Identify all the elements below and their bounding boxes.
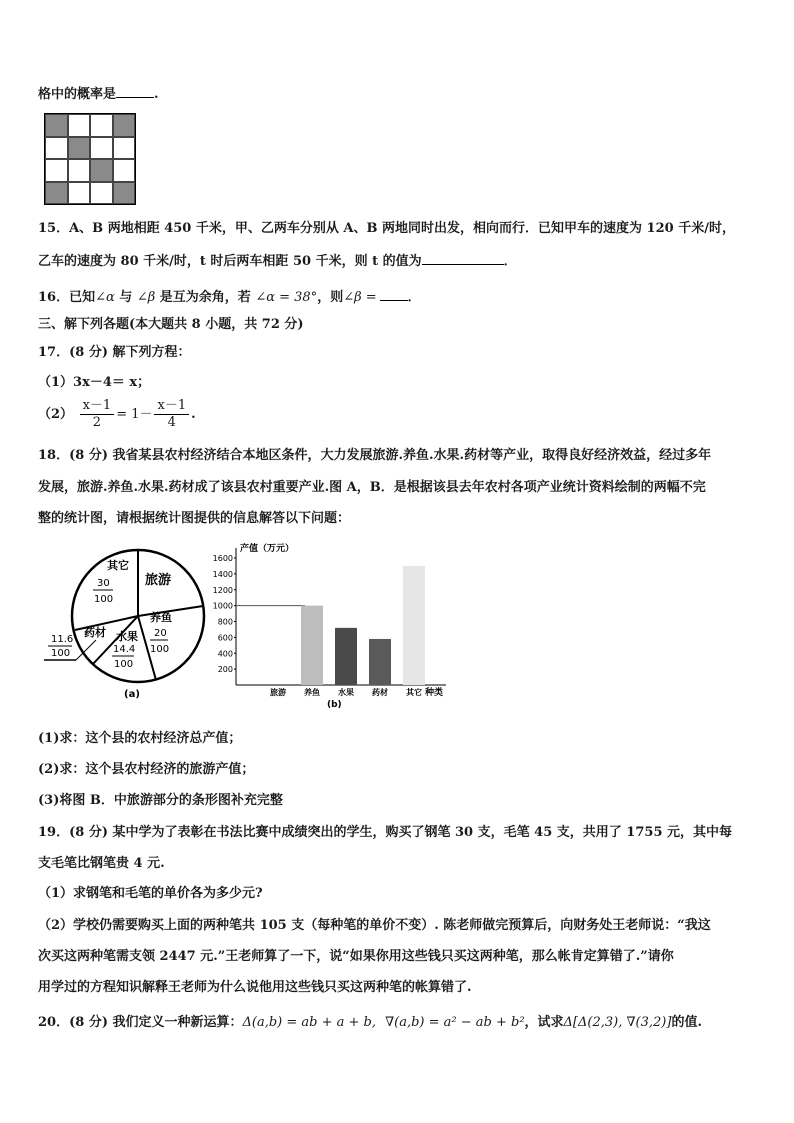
q20-end: 的值.: [671, 1015, 702, 1030]
bar-3: [369, 639, 391, 685]
q15-line2-text: 乙车的速度为 80 千米/时，t 时后两车相距 50 千米，则 t 的值为: [38, 254, 422, 269]
bar-4: [403, 566, 425, 685]
bar-y-tick-label: 200: [217, 665, 233, 675]
q20-target-expr: Δ[Δ(2,3), ∇(3,2)]: [563, 1015, 672, 1030]
bar-x-axis-label: 种类: [425, 688, 444, 698]
bar-y-tick-label: 1600: [212, 554, 233, 563]
q16-and: 与: [114, 290, 137, 305]
q19-part2-c: 用学过的方程知识解释王老师为什么说他用这些钱只买这两种笔的帐算错了.: [38, 980, 472, 995]
bar-x-tick-label: 水果: [338, 688, 354, 697]
bar-chart: [205, 540, 455, 710]
bar-x-tick-label: 药材: [372, 688, 388, 697]
q17-frac1-denominator: 2: [92, 415, 102, 430]
pie-label-herb: 药材: [84, 626, 106, 639]
pie-label-herb-num: 11.6: [51, 634, 74, 645]
grid-cell-shaded: [45, 114, 68, 137]
grid-cell: [90, 114, 113, 137]
q16-text: 是互为余角，若: [155, 290, 256, 305]
q20-line: [38, 1014, 702, 1032]
q16-end: ．: [407, 290, 421, 305]
grid-cell-shaded: [113, 182, 136, 205]
q16-then: ，则: [317, 290, 344, 305]
q16-target-expr: ∠β =: [343, 290, 377, 305]
q20-nabla-def: ∇(a,b) = a² − ab + b²: [385, 1015, 525, 1030]
pie-label-fish-den: 100: [150, 644, 170, 655]
pie-label-other-den: 100: [94, 594, 114, 605]
pie-chart: [38, 548, 208, 703]
q15-line1: 15．A、B 两地相距 450 千米，甲、乙两车分别从 A、B 两地同时出发，相向而行．已知甲车的速度为 120 千米/时，: [38, 221, 735, 236]
bar-y-tick-label: 800: [217, 617, 233, 627]
q20-delta-def: Δ(a,b) = ab + a + b,: [242, 1015, 376, 1030]
pie-label-other-num: 30: [97, 578, 110, 589]
q20-prefix: 20．(8 分) 我们定义一种新运算：: [38, 1015, 243, 1030]
q17-fraction-1: [80, 398, 115, 431]
q16-given-expr: ∠α = 38°: [255, 290, 318, 305]
pie-label-fruit-num: 14.4: [113, 644, 136, 655]
grid-cell: [68, 159, 91, 182]
bar-x-tick-label: 养鱼: [304, 688, 320, 697]
grid-cell: [45, 159, 68, 182]
q16-line: [38, 286, 421, 307]
bar-1: [301, 606, 323, 685]
pie-label-tourism: 旅游: [145, 573, 172, 588]
q19-part1: （1）求钢笔和毛笔的单价各为多少元?: [38, 886, 263, 901]
q16-angle-beta: ∠β: [136, 290, 156, 305]
pie-label-fruit: 水果: [116, 630, 138, 643]
probability-grid: [44, 113, 136, 205]
q17-fraction-2: [154, 398, 189, 431]
q14-text: 格中的概率是: [38, 87, 117, 102]
grid-cell-shaded: [68, 137, 91, 160]
bar-y-tick-label: 1000: [212, 601, 233, 611]
pie-label-fish-num: 20: [154, 628, 167, 639]
q16-angle-alpha: ∠α: [95, 290, 115, 305]
grid-cell: [113, 137, 136, 160]
q19-part2-a: （2）学校仍需要购买上面的两种笔共 105 支（每种笔的单价不变）. 陈老师做完预算后，向财务处王老师说：“我这: [38, 918, 711, 933]
q17-head: 17．(8 分) 解下列方程：: [38, 345, 191, 360]
q17-frac1-numerator: x－1: [80, 398, 115, 415]
q17-part2: [38, 398, 196, 432]
section3-heading: 三、解下列各题(本大题共 8 小题，共 72 分): [38, 317, 304, 332]
q14-answer-blank[interactable]: [116, 83, 154, 98]
q18-question3: (3)将图 B．中旅游部分的条形图补充完整: [38, 793, 283, 808]
bar-caption: (b): [327, 700, 342, 710]
grid-cell: [68, 182, 91, 205]
pie-caption: (a): [124, 689, 140, 700]
bar-y-axis-label: 产值（万元）: [240, 544, 295, 554]
q19-line2: 支毛笔比钢笔贵 4 元.: [38, 856, 165, 871]
q17-part2-mid: = 1－: [116, 407, 153, 422]
grid-cell-shaded: [90, 159, 113, 182]
q16-answer-blank[interactable]: [380, 286, 408, 301]
grid-cell: [90, 182, 113, 205]
pie-label-herb-den: 100: [51, 648, 71, 659]
q17-part1: （1）3x－4＝ x；: [38, 375, 151, 390]
grid-cell: [113, 159, 136, 182]
q15-end: ．: [503, 254, 517, 269]
bar-x-tick-label: 旅游: [270, 688, 286, 697]
q19-part2-b: 次买这两种笔需支领 2447 元.”王老师算了一下，说“如果你用这些钱只买这两种笔，那么帐肯定算错了.”请你: [38, 949, 674, 964]
bar-y-tick-label: 1200: [212, 585, 233, 595]
bar-y-tick-label: 600: [217, 633, 233, 643]
grid-cell-shaded: [45, 182, 68, 205]
pie-label-fruit-den: 100: [114, 659, 134, 670]
q14-end: .: [154, 87, 159, 102]
bar-y-tick-label: 1400: [212, 569, 233, 579]
q15-line2: [38, 250, 517, 271]
q14-tail: [38, 83, 159, 104]
bar-x-tick-label: 其它: [406, 688, 422, 697]
q15-answer-blank[interactable]: [422, 250, 504, 265]
q20-mid: ，试求: [524, 1015, 564, 1030]
q18-line1: 18．(8 分) 我省某县农村经济结合本地区条件，大力发展旅游.养鱼.水果.药材等产业，取得良好经济效益，经过多年: [38, 448, 712, 463]
grid-cell: [90, 137, 113, 160]
q19-line1: 19．(8 分) 某中学为了表彰在书法比赛中成绩突出的学生，购买了钢笔 30 支，毛笔 45 支，共用了 1755 元，其中每: [38, 825, 733, 840]
pie-label-other: 其它: [107, 559, 129, 572]
q17-frac2-denominator: 4: [167, 415, 176, 430]
q16-prefix: 16．已知: [38, 290, 96, 305]
bar-y-tick-label: 400: [217, 649, 233, 659]
q18-question2: (2)求：这个县农村经济的旅游产值；: [38, 762, 255, 777]
grid-cell: [68, 114, 91, 137]
grid-cell-shaded: [113, 114, 136, 137]
q18-question1: (1)求：这个县的农村经济总产值；: [38, 731, 242, 746]
bar-2: [335, 628, 357, 685]
q18-line3: 整的统计图，请根据统计图提供的信息解答以下问题：: [38, 511, 351, 526]
q18-line2: 发展，旅游.养鱼.水果.药材成了该县农村重要产业.图 A，B．是根据该县去年农村各项产业统计资料绘制的两幅不完: [38, 480, 706, 495]
pie-label-fish: 养鱼: [150, 611, 172, 624]
q17-part2-end: .: [191, 407, 196, 422]
grid-cell: [45, 137, 68, 160]
q17-frac2-numerator: x－1: [154, 398, 189, 415]
q17-part2-label: （2）: [38, 407, 74, 422]
